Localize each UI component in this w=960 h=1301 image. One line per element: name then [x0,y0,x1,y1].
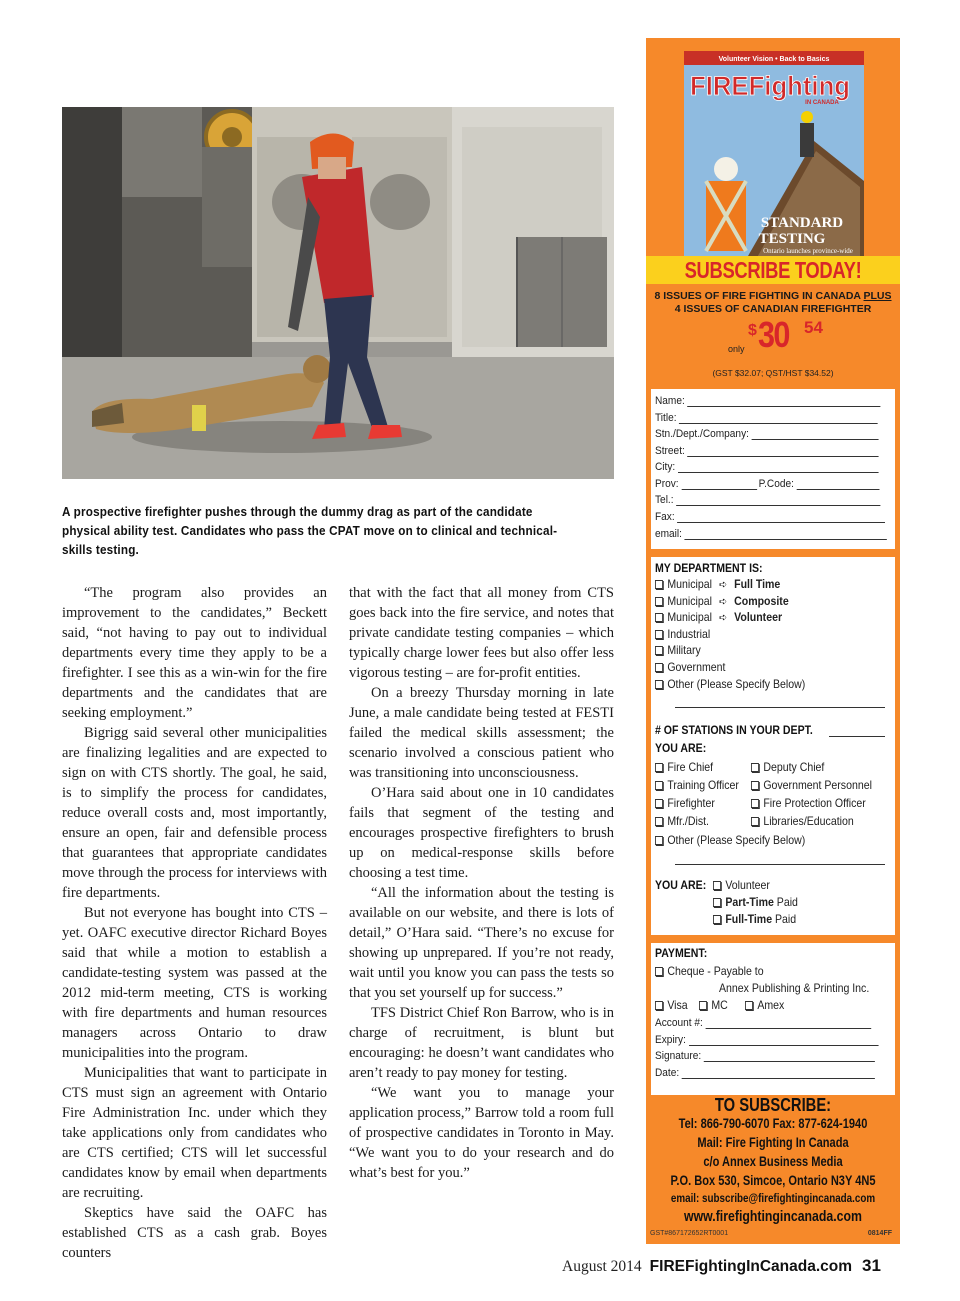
page-number: 31 [862,1256,881,1275]
cover-headline-1: STANDARD [760,215,844,231]
price-main: 30 [758,314,789,355]
paragraph: Bigrigg said several other municipalities are finalizing legalities and are expected to sign on with CTS shortly. The goal, he said, is to simplify the process for candidates, reduce overall costs and, most importantly, ensure an open, fair and defensible process that guarantees that appropriate candidates move through the process for interviews with fire departments. [62,725,327,901]
gst-number: GST#867172652RT0001 [650,1230,729,1237]
mastercard-checkbox[interactable]: MC [699,998,728,1012]
role-fire-chief-checkbox[interactable]: Fire Chief [655,760,713,774]
arrow-icon: ➪ [718,612,728,624]
checkbox-icon [713,898,721,907]
contact-form [651,389,895,549]
street-field[interactable]: Street: [655,445,879,457]
dept-other-checkbox[interactable]: Other (Please Specify Below) [655,677,805,691]
tel-field[interactable]: Tel.: [655,494,881,506]
contact-company: c/o Annex Business Media [703,1154,843,1169]
offer-text [646,290,900,316]
cheque-checkbox[interactable]: Cheque - Payable to [655,964,764,978]
checkbox-icon [655,597,663,606]
role-fire-protection-officer-checkbox[interactable]: Fire Protection Officer [751,796,866,810]
postal-code-label: P.Code: [758,478,794,490]
checkbox-icon [751,817,759,826]
role-mfr-dist-checkbox[interactable]: Mfr./Dist. [655,814,709,828]
city-field[interactable]: City: [655,461,879,473]
department-title: MY DEPARTMENT IS: [655,561,763,575]
date-field[interactable]: Date: [655,1067,875,1079]
ad-code: 0814FF [867,1230,892,1237]
checkbox-icon [751,781,759,790]
stations-input[interactable] [829,736,885,737]
checkbox-icon [751,799,759,808]
article-column-2 [349,583,614,1183]
role-government-personnel-checkbox[interactable]: Government Personnel [751,778,872,792]
checkbox-icon [655,646,663,655]
stations-label: # OF STATIONS IN YOUR DEPT. [655,723,813,737]
paragraph: Municipalities that want to participate in CTS must sign an agreement with Ontario Fire Administration Inc. under which they take applications only from candidates who are CTS certified; CTS will let successful candidates know by email when departments are recruiting. [62,1065,327,1201]
checkbox-icon [713,881,721,890]
offer-plus: PLUS [863,290,892,302]
cover-headline-2: TESTING [758,231,826,247]
divider [675,707,885,708]
article-photo [62,107,614,479]
checkbox-icon [655,817,663,826]
role-training-officer-checkbox[interactable]: Training Officer [655,778,739,792]
contact-mail: Mail: Fire Fighting In Canada [697,1135,849,1150]
price-only: only [728,344,745,354]
survey-form [651,557,895,1095]
arrow-icon: ➪ [718,579,728,591]
contact-website[interactable]: www.firefightingincanada.com [684,1208,862,1225]
arrow-icon: ➪ [718,596,728,608]
cover-banner: Volunteer Vision • Back to Basics [718,56,830,63]
checkbox-icon [655,799,663,808]
subscribe-title: SUBSCRIBE TODAY! [684,257,862,283]
section-gap [651,935,895,943]
checkbox-icon [713,915,721,924]
dept-municipal-composite-checkbox[interactable]: Municipal ➪ Composite [655,594,789,608]
payment-title: PAYMENT: [655,946,708,960]
status-volunteer-checkbox[interactable]: Volunteer [713,878,770,892]
checkbox-icon [745,1001,753,1010]
cover-sub: IN CANADA [805,100,839,106]
paragraph: that with the fact that all money from CTS goes back into the fire service, and notes that private candidate testing companies – which typically charge lower fees but also offer less vigorous testing – are for-profit entities. [349,585,614,681]
paragraph: “The program also provides an improvement to the candidates,” Beckett said, “not having to pay out to individual departments every time they apply to be a firefighter. I see this as a win-win for the fire departments and the candidates that are seeking employment.” [62,585,327,721]
dept-government-checkbox[interactable]: Government [655,660,725,674]
to-subscribe-title: TO SUBSCRIBE: [714,1095,832,1115]
offer-line-1: 8 ISSUES OF FIRE FIGHTING IN CANADA [654,290,861,302]
checkbox-icon [655,967,663,976]
dept-municipal-fulltime-checkbox[interactable]: Municipal ➪ Full Time [655,577,780,591]
checkbox-icon [655,836,663,845]
amex-checkbox[interactable]: Amex [745,998,784,1012]
checkbox-icon [751,763,759,772]
paragraph: “All the information about the testing is available on our website, and there is lots of detail,” O’Hara said. “There’s no excuse for showing up unprepared. If you’re not ready, wait until you know you can pass the tests so that you set yourself up for success.” [349,885,614,1001]
paragraph: But not everyone has bought into CTS – yet. OAFC executive director Richard Boyes said that while a motion to establish a candidate-testing system was passed at the 2012 mid-term meeting, CTS is working with fire departments and human resources managers across Ontario to draw municipalities into the program. [62,905,327,1061]
dept-industrial-checkbox[interactable]: Industrial [655,627,710,641]
price [728,314,848,360]
you-are-status-title: YOU ARE: [655,878,707,892]
account-field[interactable]: Account #: [655,1017,871,1029]
dept-municipal-volunteer-checkbox[interactable]: Municipal ➪ Volunteer [655,610,782,624]
page-footer [562,1256,902,1280]
contact-phone: Tel: 866-790-6070 Fax: 877-624-1940 [678,1116,868,1131]
checkbox-icon [655,663,663,672]
divider [675,864,885,865]
status-full-time-checkbox[interactable]: Full-Time Paid [713,912,796,926]
payee: Annex Publishing & Printing Inc. [719,981,870,995]
signature-field[interactable]: Signature: [655,1050,875,1062]
checkbox-icon [655,781,663,790]
checkbox-icon [655,763,663,772]
price-cents: 54 [804,318,823,337]
checkbox-icon [655,1001,663,1010]
fax-field[interactable]: Fax: [655,511,885,523]
offer-line-2: 4 ISSUES OF CANADIAN FIREFIGHTER [674,303,872,315]
paragraph: “We want you to manage your application process,” Barrow told a room full of prospective candidates in Toronto in May. “We want you to do your research and do what’s best for you.” [349,1085,614,1181]
paragraph: Skeptics have said the OAFC has established CTS as a cash grab. Boyes counters [62,1205,327,1261]
checkbox-icon [655,613,663,622]
paragraph: O’Hara said about one in 10 candidates fails that segment of the testing and encourages prospective firefighters to brush up on medical-response skills before choosing a test time. [349,785,614,881]
checkbox-icon [655,580,663,589]
subscription-ad [646,38,900,1244]
paragraph: TFS District Chief Ron Barrow, who is in charge of recruitment, is blunt but encouraging: he doesn’t want candidates who aren’t ready to pay money for testing. [349,1005,614,1081]
contact-address: P.O. Box 530, Simcoe, Ontario N3Y 4N5 [670,1173,876,1188]
visa-checkbox[interactable]: Visa [655,998,688,1012]
issue-date: August 2014 [562,1258,642,1275]
site-name: FIREFightingInCanada.com [649,1258,853,1275]
cover-tagline: Ontario launches province-wide [763,247,853,255]
expiry-field[interactable]: Expiry: [655,1034,878,1046]
role-firefighter-checkbox[interactable]: Firefighter [655,796,715,810]
magazine-cover [684,51,864,263]
role-other-checkbox[interactable]: Other (Please Specify Below) [655,833,805,847]
cover-masthead: FIREFighting [690,71,850,101]
article-column-1 [62,583,327,1263]
role-deputy-chief-checkbox[interactable]: Deputy Chief [751,760,824,774]
price-dollar: $ [748,322,757,339]
company-field[interactable]: Stn./Dept./Company: [655,428,879,440]
role-libraries-checkbox[interactable]: Libraries/Education [751,814,854,828]
dept-military-checkbox[interactable]: Military [655,643,701,657]
you-are-title: YOU ARE: [655,741,707,755]
checkbox-icon [655,680,663,689]
photo-caption: A prospective firefighter pushes through the dummy drag as part of the candidate physical ability test. Candidates who pass the CPAT move on to clinical and technical-skills testing. [62,505,558,557]
name-field[interactable]: Name: [655,395,881,407]
checkbox-icon [699,1001,707,1010]
title-field[interactable]: Title: [655,412,878,424]
contact-email[interactable]: email: subscribe@firefightingincanada.com [670,1191,876,1205]
checkbox-icon [655,630,663,639]
price-taxes: (GST $32.07; QST/HST $34.52) [712,368,834,378]
status-part-time-checkbox[interactable]: Part-Time Paid [713,895,798,909]
paragraph: On a breezy Thursday morning in late June, a male candidate being tested at FESTI failed the medical skills assessment; the scenario involved a conscious patient who was transitioning into unconsciousness. [349,685,614,781]
province-field[interactable]: Prov: P.Code: [655,478,879,490]
email-field[interactable]: email: [655,528,887,540]
